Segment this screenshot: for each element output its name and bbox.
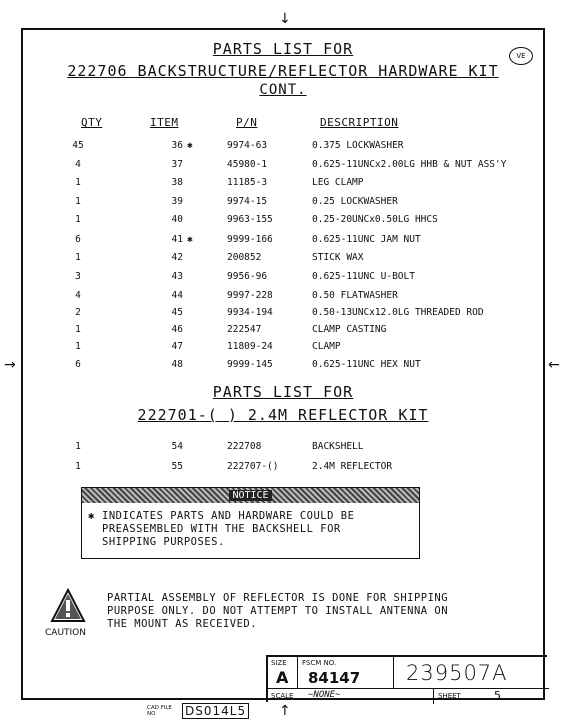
table-row — [23, 140, 543, 154]
item-cell: 55 — [171, 461, 183, 472]
item-cell: 44 — [171, 290, 183, 301]
qty-cell: 4 — [75, 290, 81, 301]
size-label: SIZE — [271, 659, 287, 667]
pn-cell: 9963-155 — [227, 214, 273, 225]
item-cell: 40 — [171, 214, 183, 225]
description-cell: 2.4M REFLECTOR — [312, 461, 393, 472]
pn-cell: 222708 — [227, 441, 262, 452]
col-header-qty: QTY — [81, 116, 103, 129]
table-row — [23, 271, 543, 285]
qty-cell: 6 — [75, 359, 81, 370]
section2-title-1: PARTS LIST FOR — [212, 383, 354, 401]
qty-cell: 1 — [75, 461, 81, 472]
fscm-value: 84147 — [308, 669, 361, 687]
asterisk-icon: ✱ — [187, 140, 193, 151]
description-cell: 0.25-20UNCx0.50LG HHCS — [312, 214, 438, 225]
drawing-sheet — [21, 28, 545, 700]
item-cell: 41 — [171, 234, 183, 245]
item-cell: 36 — [171, 140, 183, 151]
pn-cell: 222547 — [227, 324, 262, 335]
pn-cell: 45980-1 — [227, 159, 268, 170]
item-cell: 54 — [171, 441, 183, 452]
col-header-item: ITEM — [150, 116, 179, 129]
pn-cell: 11185-3 — [227, 177, 268, 188]
scale-value: ∼NONE∼ — [308, 690, 341, 700]
revision-badge-icon — [509, 47, 533, 65]
description-cell: 0.50 FLATWASHER — [312, 290, 398, 301]
description-cell: CLAMP CASTING — [312, 324, 387, 335]
pn-cell: 11809-24 — [227, 341, 273, 352]
table-row — [23, 441, 543, 455]
notice-heading: NOTICE — [229, 490, 271, 501]
sheet-value: 5 — [494, 689, 501, 702]
notice-heading-bar — [82, 488, 419, 503]
drawing-number-cell — [394, 657, 549, 689]
description-cell: 0.625-11UNC U-BOLT — [312, 271, 415, 282]
item-cell: 39 — [171, 196, 183, 207]
sheet-label: SHEET — [438, 692, 461, 700]
qty-cell: 2 — [75, 307, 81, 318]
table-row — [23, 234, 543, 248]
qty-cell: 1 — [75, 214, 81, 225]
pn-cell: 9999-145 — [227, 359, 273, 370]
item-cell: 37 — [171, 159, 183, 170]
table-row — [23, 290, 543, 304]
pn-cell: 9999-166 — [227, 234, 273, 245]
drawing-number: 239507A — [406, 661, 508, 685]
caution-label: CAUTION — [45, 628, 86, 638]
section2-title-2: 222701-( ) 2.4M REFLECTOR KIT — [137, 406, 429, 424]
description-cell: STICK WAX — [312, 252, 364, 263]
description-cell: 0.25 LOCKWASHER — [312, 196, 398, 207]
description-cell: 0.625-11UNCx2.00LG HHB & NUT ASS'Y — [312, 159, 507, 170]
pn-cell: 222707-() — [227, 461, 279, 472]
qty-cell: 4 — [75, 159, 81, 170]
caution-text: PARTIAL ASSEMBLY OF REFLECTOR IS DONE FOR SHIPPING PURPOSE ONLY. DO NOT ATTEMPT TO INSTALL ANTENNA ON THE MOUNT AS RECEIVED. — [107, 592, 449, 630]
badge-text: VE — [516, 52, 526, 60]
scale-label: SCALE — [271, 692, 294, 700]
qty-cell: 1 — [75, 177, 81, 188]
item-cell: 38 — [171, 177, 183, 188]
fscm-cell — [298, 657, 394, 689]
table-row — [23, 324, 543, 338]
table-row — [23, 177, 543, 191]
table-row — [23, 341, 543, 355]
qty-cell: 1 — [75, 441, 81, 452]
pn-cell: 9974-63 — [227, 140, 268, 151]
table-row — [23, 252, 543, 266]
item-cell: 42 — [171, 252, 183, 263]
title-block — [266, 655, 547, 702]
qty-cell: 1 — [75, 196, 81, 207]
top-center-arrow: ↓ — [279, 11, 291, 27]
description-cell: LEG CLAMP — [312, 177, 364, 188]
bottom-center-arrow: ↑ — [279, 703, 291, 719]
size-value: A — [276, 668, 289, 687]
title-line-3: CONT. — [259, 82, 307, 98]
asterisk-icon: ✱ — [187, 234, 193, 245]
description-cell: 0.625-11UNC JAM NUT — [312, 234, 421, 245]
table-row — [23, 159, 543, 173]
title-line-2: 222706 BACKSTRUCTURE/REFLECTOR HARDWARE KIT — [67, 62, 499, 80]
table-row — [23, 461, 543, 475]
item-cell: 47 — [171, 341, 183, 352]
qty-cell: 3 — [75, 271, 81, 282]
size-cell — [268, 657, 298, 689]
left-center-arrow: → — [4, 357, 16, 373]
description-cell: 0.625-11UNC HEX NUT — [312, 359, 421, 370]
pn-cell: 200852 — [227, 252, 262, 263]
table-row — [23, 359, 543, 373]
asterisk-icon: ✱ — [88, 510, 95, 522]
table-row — [23, 196, 543, 210]
notice-box — [81, 487, 420, 559]
qty-cell: 1 — [75, 341, 81, 352]
qty-cell: 1 — [75, 252, 81, 263]
right-center-arrow: ← — [548, 357, 560, 373]
caution-triangle-icon — [50, 588, 86, 624]
pn-cell: 9974-15 — [227, 196, 268, 207]
qty-cell: 1 — [75, 324, 81, 335]
pn-cell: 9997-228 — [227, 290, 273, 301]
description-cell: 0.375 LOCKWASHER — [312, 140, 404, 151]
sheet-cell — [434, 689, 549, 704]
cad-file-number: DS014L5 — [182, 703, 249, 719]
col-header-desc: DESCRIPTION — [320, 116, 399, 129]
description-cell: BACKSHELL — [312, 441, 364, 452]
scale-cell — [268, 689, 434, 704]
qty-cell: 6 — [75, 234, 81, 245]
pn-cell: 9934-194 — [227, 307, 273, 318]
notice-text: INDICATES PARTS AND HARDWARE COULD BE PREASSEMBLED WITH THE BACKSHELL FOR SHIPPING PURPOSES. — [102, 510, 355, 548]
title-line-1: PARTS LIST FOR — [212, 40, 354, 58]
description-cell: 0.50-13UNCx12.0LG THREADED ROD — [312, 307, 484, 318]
item-cell: 48 — [171, 359, 183, 370]
item-cell: 45 — [171, 307, 183, 318]
qty-cell: 45 — [72, 140, 84, 151]
cad-file-label: CAD FILE NO — [147, 705, 172, 717]
fscm-label: FSCM NO. — [302, 659, 337, 667]
item-cell: 46 — [171, 324, 183, 335]
pn-cell: 9956-96 — [227, 271, 268, 282]
description-cell: CLAMP — [312, 341, 341, 352]
col-header-pn: P/N — [236, 116, 258, 129]
item-cell: 43 — [171, 271, 183, 282]
table-row — [23, 214, 543, 228]
table-row — [23, 307, 543, 321]
